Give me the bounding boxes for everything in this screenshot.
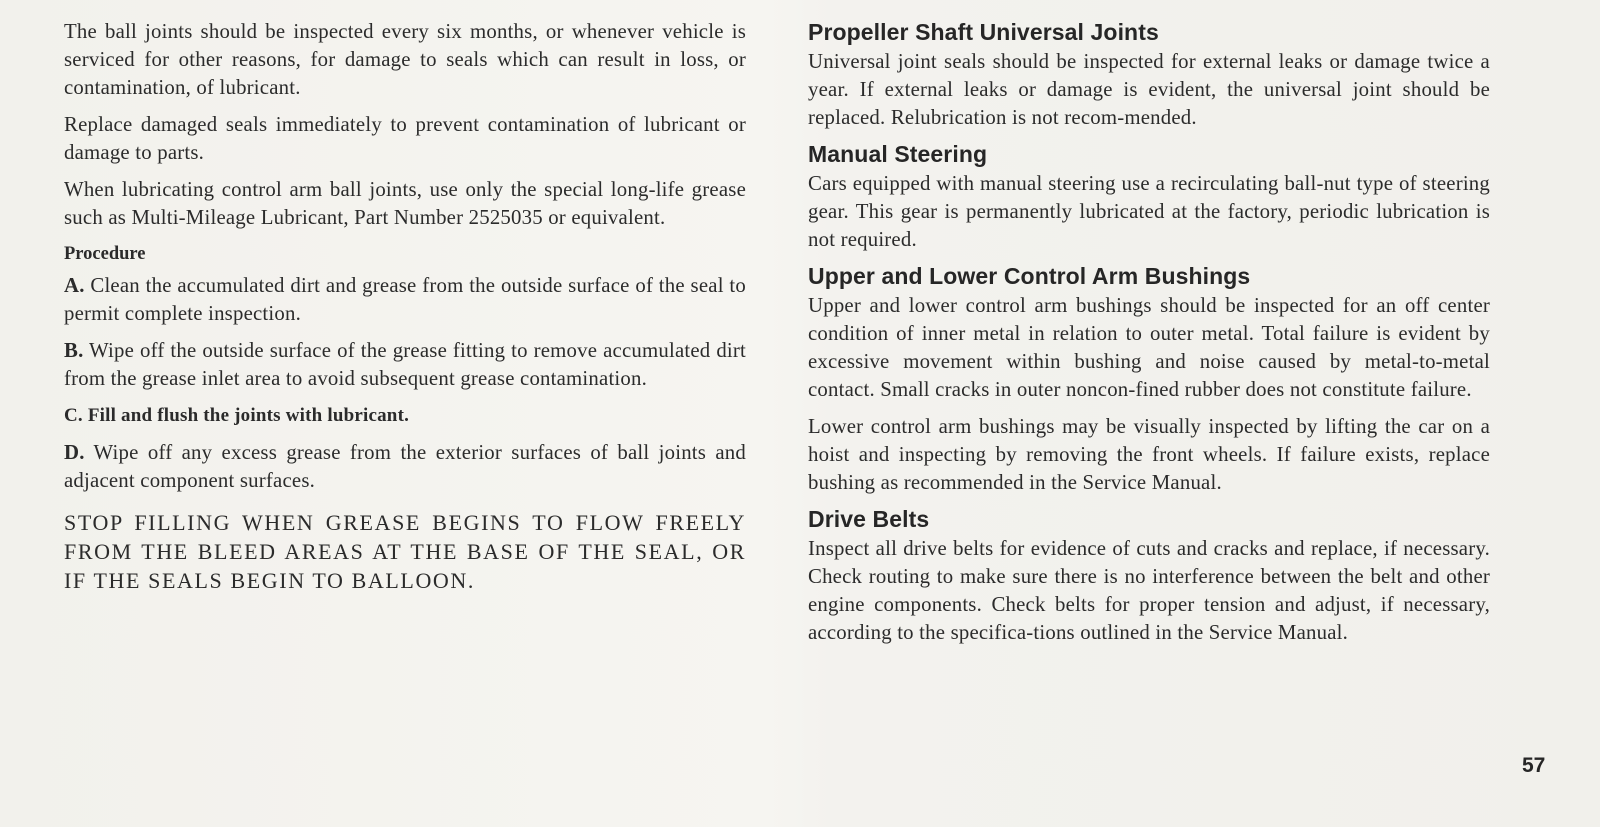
- section-drive-belts: [808, 505, 1490, 647]
- left-column: [64, 18, 746, 595]
- section-manual-steering: [808, 140, 1490, 254]
- section-paragraph: Upper and lower control arm bushings should be inspected for an off center condition of inner metal in relation to outer metal. Total failure is evident by excessive movement within bushing and noise caused by metal-to-metal contact. Small cracks in outer noncon-fined rubber does not constitute failure.: [808, 294, 1490, 401]
- step-a-text: Clean the accumulated dirt and grease from the outside surface of the seal to permit complete inspection.: [64, 274, 747, 325]
- section-paragraph: Lower control arm bushings may be visually inspected by lifting the car on a hoist and inspecting by removing the front wheels. If failure exists, replace bushing as recommended in the Service Manual.: [808, 415, 1490, 494]
- section-paragraph: Universal joint seals should be inspected for external leaks or damage twice a year. If external leaks or damage is evident, the universal joint should be replaced. Relubrication is not recom-mended.: [808, 50, 1490, 129]
- step-b-text: Wipe off the outside surface of the grease fitting to remove accumulated dirt from the grease inlet area to avoid subsequent grease contamination.: [64, 339, 746, 390]
- procedure-step-c: C. Fill and flush the joints with lubricant.: [64, 405, 410, 426]
- section-propeller-shaft: [808, 18, 1490, 132]
- ball-joint-intro-paragraph: The ball joints should be inspected every six months, or whenever vehicle is serviced for other reasons, for damage to seals which can result in loss, or contamination, of lubricant.: [64, 20, 746, 99]
- section-control-arm-bushings: [808, 262, 1490, 497]
- replace-seals-paragraph: Replace damaged seals immediately to prevent contamination of lubricant or damage to parts.: [64, 113, 746, 164]
- lubricant-paragraph: When lubricating control arm ball joints, use only the special long-life grease such as Multi-Mileage Lubricant, Part Number 2525035 or equivalent.: [64, 178, 746, 229]
- step-d-text: Wipe off any excess grease from the exterior surfaces of ball joints and adjacent component surfaces.: [64, 441, 746, 492]
- section-heading: Propeller Shaft Universal Joints: [808, 19, 1159, 45]
- section-heading: Upper and Lower Control Arm Bushings: [808, 263, 1251, 289]
- step-a-letter: A.: [64, 274, 85, 297]
- procedure-heading: Procedure: [64, 244, 146, 264]
- step-d-letter: D.: [64, 441, 85, 464]
- step-b-letter: B.: [64, 339, 84, 362]
- section-paragraph: Cars equipped with manual steering use a recirculating ball-nut type of steering gear. This gear is permanently lubricated at the factory, periodic lubrication is not required.: [808, 172, 1490, 251]
- procedure-step-d: [64, 439, 746, 495]
- section-paragraph: Inspect all drive belts for evidence of cuts and cracks and replace, if necessary. Check routing to make sure there is no interference between the belt and other engine components. Check belts for proper tension and adjust, if necessary, according to the specifica-tions outlined in the Service Manual.: [808, 537, 1490, 644]
- stop-filling-warning: STOP FILLING WHEN GREASE BEGINS TO FLOW FREELY FROM THE BLEED AREAS AT THE BASE OF THE SEAL, OR IF THE SEALS BEGIN TO BALLOON.: [64, 510, 746, 593]
- right-column: [808, 18, 1490, 655]
- section-heading: Manual Steering: [808, 141, 988, 167]
- page-number: 57: [1522, 754, 1546, 777]
- section-heading: Drive Belts: [808, 506, 930, 532]
- procedure-step-a: [64, 272, 746, 328]
- procedure-step-b: [64, 337, 746, 393]
